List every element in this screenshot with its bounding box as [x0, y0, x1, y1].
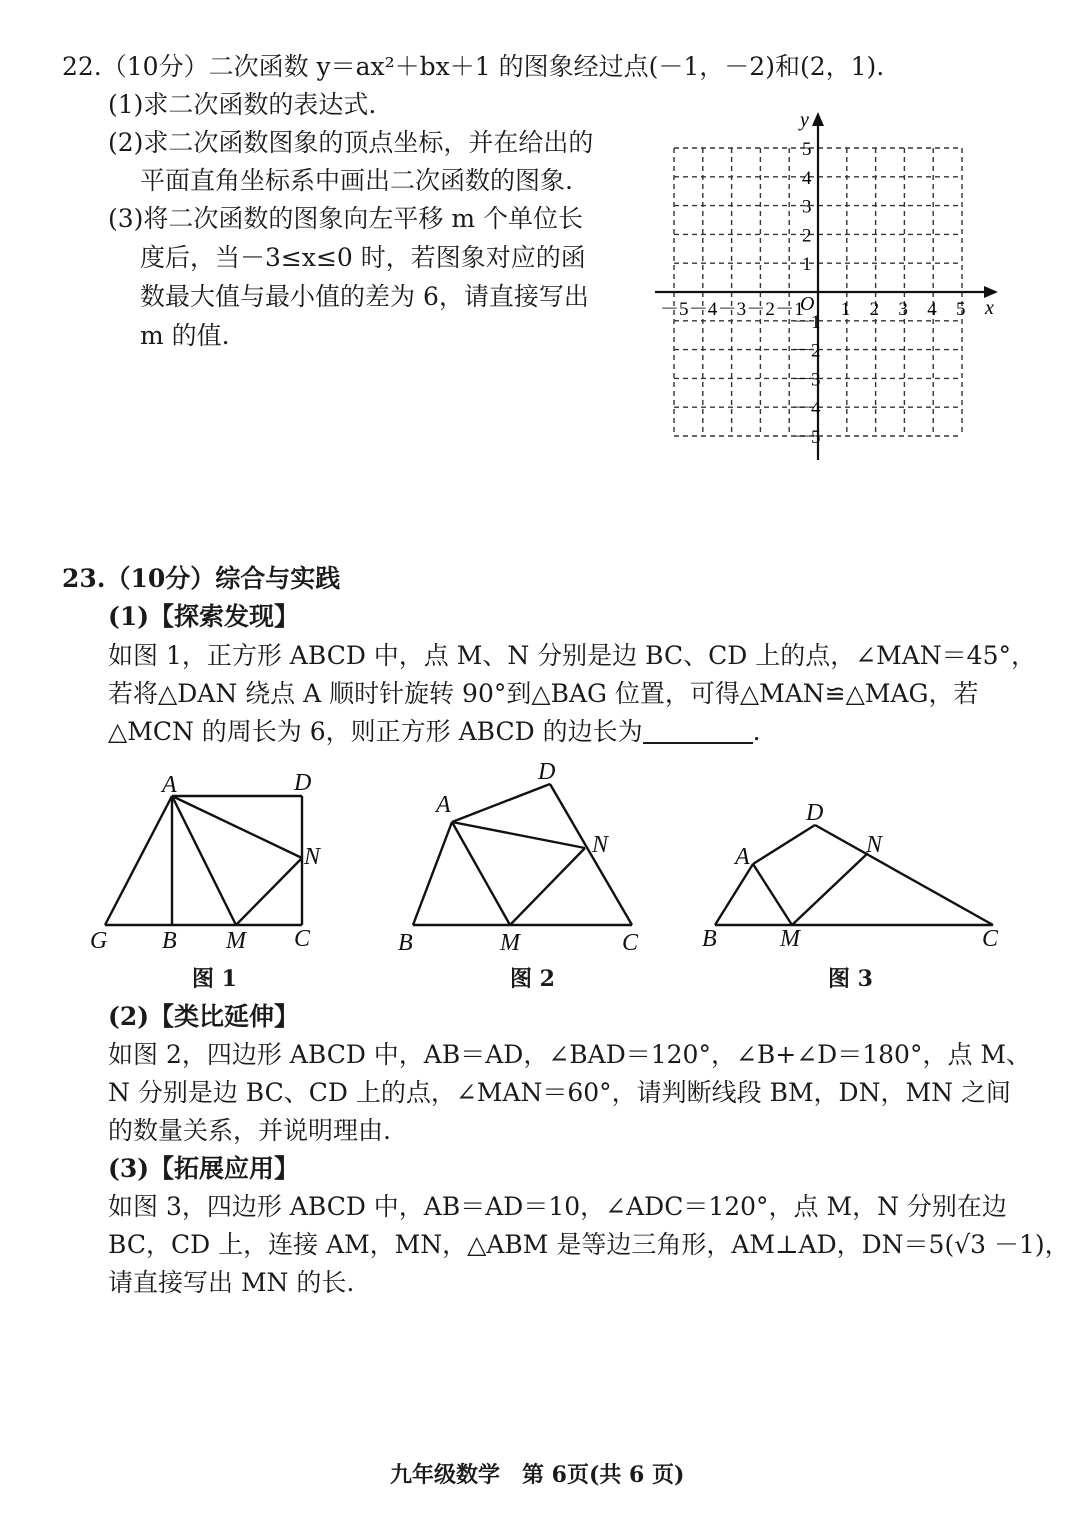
figure-1-caption: 图 1 [192, 966, 237, 992]
q23-section3-line2: BC，CD 上，连接 AM，MN，△ABM 是等边三角形，AM⊥AD，DN＝5(√3 －1)， [108, 1230, 1070, 1259]
q22-part3-line4: m 的值. [140, 321, 230, 350]
q23-section2-line1: 如图 2，四边形 ABCD 中，AB＝AD，∠BAD＝120°，∠B+∠D＝180°，点 M、 [108, 1040, 1031, 1069]
label-B: B [702, 926, 717, 952]
y-axis-label: y [800, 109, 809, 131]
y-axis-arrow [812, 112, 824, 126]
label-C: C [294, 926, 311, 952]
q23-section2-title: (2)【类比延伸】 [108, 1002, 300, 1031]
label-N: N [866, 832, 883, 858]
x-tick-label: 1 [840, 299, 851, 320]
x-tick-label: 3 [898, 299, 908, 320]
y-tick-label: －2 [792, 340, 821, 362]
label-B: B [162, 928, 177, 954]
label-A: A [162, 772, 177, 798]
x-tick-label: 2 [869, 299, 880, 320]
figure-3-caption: 图 3 [828, 966, 873, 992]
q22-part3-line2: 度后，当－3≤x≤0 时，若图象对应的函 [140, 243, 586, 272]
q22-part2-line1: (2)求二次函数图象的顶点坐标，并在给出的 [108, 128, 594, 157]
segment-MN [236, 858, 302, 925]
x-tick-label: －2 [746, 299, 775, 320]
y-tick-label: 3 [802, 196, 812, 218]
segment-AG [105, 796, 172, 925]
q23-section1-line3: △MCN 的周长为 6，则正方形 ABCD 的边长为 . [108, 717, 761, 746]
label-N: N [304, 844, 321, 870]
label-M: M [780, 926, 800, 952]
label-G: G [90, 928, 108, 954]
q23-header: 23.（10分）综合与实践 [62, 564, 341, 593]
label-A: A [436, 792, 451, 818]
y-tick-label: －5 [792, 427, 821, 448]
y-tick-label: －1 [792, 311, 821, 333]
label-D: D [538, 759, 556, 785]
segment-AM [172, 796, 236, 925]
q23-section2-line2: N 分别是边 BC、CD 上的点，∠MAN＝60°，请判断线段 BM，DN，MN 之间 [108, 1078, 1011, 1107]
figure-3 [695, 790, 1015, 965]
label-D: D [806, 800, 824, 826]
label-M: M [500, 930, 520, 956]
segment-DC [550, 784, 632, 925]
coordinate-grid [650, 105, 1010, 465]
q23-section3-line1: 如图 3，四边形 ABCD 中，AB＝AD＝10，∠ADC＝120°，点 M，N 分别在边 [108, 1192, 1007, 1221]
q22-header: 22.（10分）二次函数 y＝ax²＋bx＋1 的图象经过点(－1，－2)和(2，1). [62, 52, 885, 81]
origin-label: O [800, 293, 815, 315]
label-B: B [398, 930, 413, 956]
segment-AD [452, 784, 550, 822]
x-tick-label: －3 [717, 299, 747, 320]
q23-section1-line2: 若将△DAN 绕点 A 顺时针旋转 90°到△BAG 位置，可得△MAN≌△MAG，若 [108, 679, 979, 708]
y-tick-label: 4 [802, 167, 812, 189]
y-tick-label: －4 [792, 398, 821, 420]
label-C: C [982, 926, 999, 952]
q23-section2-line3: 的数量关系，并说明理由. [108, 1116, 391, 1145]
y-tick-label: －3 [792, 369, 821, 391]
figure-1 [85, 765, 345, 965]
segment-AD [753, 825, 815, 864]
x-tick-label: 4 [927, 299, 937, 320]
figure-2-caption: 图 2 [510, 966, 555, 992]
q23-section1-title: (1)【探索发现】 [108, 602, 300, 631]
segment-AB [413, 822, 452, 925]
label-M: M [226, 928, 246, 954]
segment-AM [753, 864, 792, 925]
x-tick-label: 5 [956, 299, 966, 320]
page-footer: 九年级数学 第 6页(共 6 页) [390, 1462, 685, 1488]
segment-DC [815, 825, 993, 925]
segment-AB [715, 864, 753, 925]
x-tick-label: －1 [775, 299, 804, 320]
segment-AN [452, 822, 585, 848]
q22-part1: (1)求二次函数的表达式. [108, 90, 377, 119]
label-A: A [735, 844, 750, 870]
q22-part3-line1: (3)将二次函数的图象向左平移 m 个单位长 [108, 204, 584, 233]
x-tick-label: －4 [688, 299, 718, 320]
y-tick-label: 1 [802, 254, 812, 276]
q23-section3-line3: 请直接写出 MN 的长. [108, 1268, 355, 1297]
q22-part3-line3: 数最大值与最小值的差为 6，请直接写出 [140, 282, 589, 311]
x-axis-label: x [985, 297, 994, 319]
q22-part2-line2: 平面直角坐标系中画出二次函数的图象. [140, 166, 573, 195]
label-D: D [294, 770, 312, 796]
answer-blank[interactable] [643, 720, 753, 744]
y-tick-label: 2 [802, 225, 812, 247]
segment-AN [172, 796, 302, 858]
label-C: C [622, 930, 639, 956]
figure-2 [395, 755, 655, 965]
label-N: N [592, 832, 609, 858]
y-tick-label: 5 [802, 139, 812, 160]
x-tick-label: －5 [660, 299, 689, 320]
segment-MN [510, 848, 585, 925]
segment-MN [792, 853, 868, 925]
segment-AM [452, 822, 510, 925]
q23-section1-line1: 如图 1，正方形 ABCD 中，点 M、N 分别是边 BC、CD 上的点，∠MAN＝45°， [108, 641, 1036, 670]
q23-section3-title: (3)【拓展应用】 [108, 1154, 300, 1183]
